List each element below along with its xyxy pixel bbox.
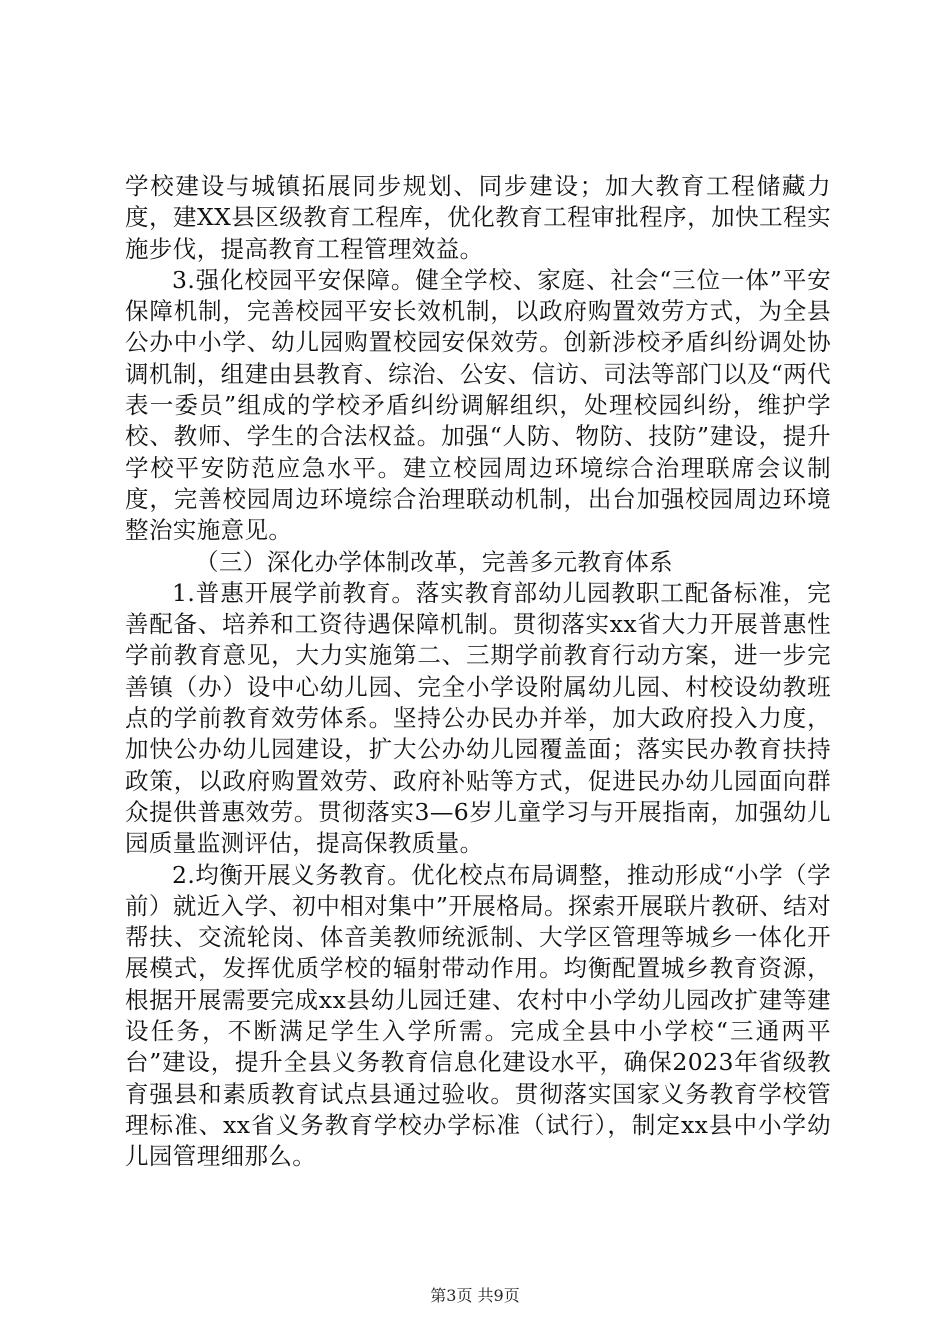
paragraph-campus-safety: 3.强化校园平安保障。健全学校、家庭、社会“三位一体”平安保障机制，完善校园平安长效机制，以政府购置效劳方式，为全县公办中小学、幼儿园购置校园安保效劳。创新涉校矛盾纠纷调处协调机制，组建由县教育、综治、公安、信访、司法等部门以及“两代表一委员”组成的学校矛盾纠纷调解组织，处理校园纠纷，维护学校、教师、学生的合法权益。加强“人防、物防、技防”建设，提升学校平安防范应急水平。建立校园周边环境综合治理联席会议制度，完善校园周边环境综合治理联动机制，出台加强校园周边环境整治实施意见。 [125,265,831,545]
page-footer [0,1283,950,1306]
paragraph-preschool-education: 1.普惠开展学前教育。落实教育部幼儿园教职工配备标准，完善配备、培养和工资待遇保障机制。贯彻落实xx省大力开展普惠性学前教育意见，大力实施第二、三期学前教育行动方案，进一步完善镇（办）设中心幼儿园、完全小学设附属幼儿园、村校设幼教班点的学前教育效劳体系。坚持公办民办并举，加大政府投入力度，加快公办幼儿园建设，扩大公办幼儿园覆盖面；落实民办教育扶持政策，以政府购置效劳、政府补贴等方式，促进民办幼儿园面向群众提供普惠效劳。贯彻落实3—6岁儿童学习与开展指南，加强幼儿园质量监测评估，提高保教质量。 [125,578,831,858]
paragraph-compulsory-education: 2.均衡开展义务教育。优化校点布局调整，推动形成“小学（学前）就近入学、初中相对集中”开展格局。探索开展联片教研、结对帮扶、交流轮岗、体音美教师统派制、大学区管理等城乡一体化开展模式，发挥优质学校的辐射带动作用。均衡配置城乡教育资源，根据开展需要完成xx县幼儿园迁建、农村中小学幼儿园改扩建等建设任务，不断满足学生入学所需。完成全县中小学校“三通两平台”建设，提升全县义务教育信息化建设水平，确保2023年省级教育强县和素质教育试点县通过验收。贯彻落实国家义务教育学校管理标准、xx省义务教育学校办学标准（试行），制定xx县中小学幼儿园管理细那么。 [125,860,831,1171]
section-heading: （三）深化办学体制改革，完善多元教育体系 [195,547,673,576]
page-number: 第3页 共9页 [430,1286,520,1305]
paragraph-continuation: 学校建设与城镇拓展同步规划、同步建设；加大教育工程储藏力度，建XX县区级教育工程库，优化教育工程审批程序，加快工程实施步伐，提高教育工程管理效益。 [125,172,831,263]
document-body [125,171,831,1173]
